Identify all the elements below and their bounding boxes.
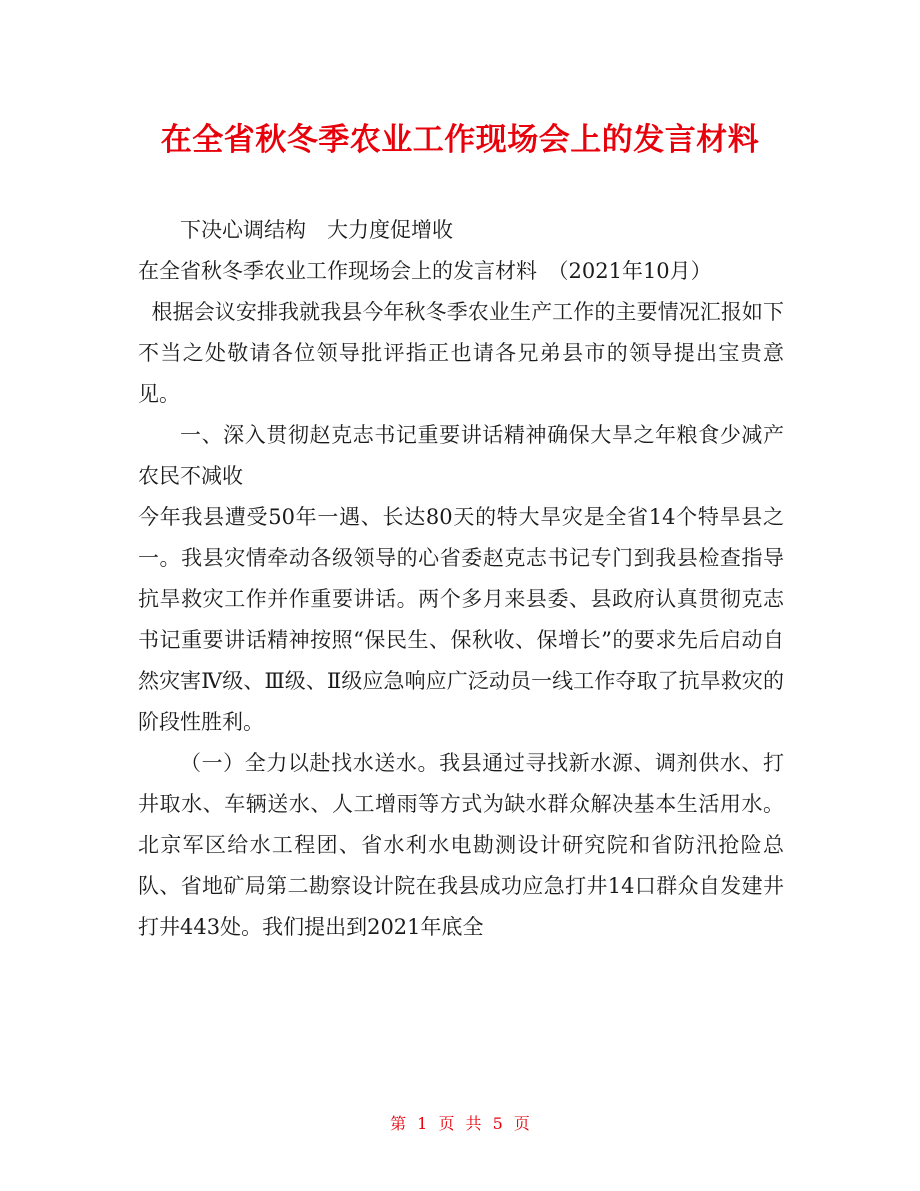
- section-item-paragraph: （一）全力以赴找水送水。我县通过寻找新水源、调剂供水、打井取水、车辆送水、人工增雨等方式为缺水群众解决基本生活用水。北京军区给水工程团、省水利水电勘测设计研究院和省防汛抢险总队、省地矿局第二勘察设计院在我县成功应急打井14口群众自发建井打井443处。我们提出到2021年底全: [138, 751, 784, 939]
- page-footer: 第 1 页 共 5 页: [390, 1114, 530, 1133]
- header-line-paragraph: 在全省秋冬季农业工作现场会上的发言材料 （2021年10月）: [138, 259, 712, 283]
- section-body-paragraph: 今年我县遭受50年一遇、长达80天的特大旱灾是全省14个特旱县之一。我县灾情牵动各级领导的心省委赵克志书记专门到我县检查指导抗旱救灾工作并作重要讲话。两个多月来县委、县政府认真贯彻克志书记重要讲话精神按照“保民生、保秋收、保增长”的要求先后启动自然灾害Ⅳ级、Ⅲ级、Ⅱ级应急响应广泛动员一线工作夺取了抗旱救灾的阶段性胜利。: [138, 505, 784, 734]
- intro-paragraph: 根据会议安排我就我县今年秋冬季农业生产工作的主要情况汇报如下不当之处敬请各位领导批评指正也请各兄弟县市的领导提出宝贵意见。: [138, 300, 784, 406]
- document-title: 在全省秋冬季农业工作现场会上的发言材料: [160, 122, 760, 158]
- section-heading-paragraph: 一、深入贯彻赵克志书记重要讲话精神确保大旱之年粮食少减产农民不减收: [138, 423, 784, 488]
- document-body: [138, 210, 784, 948]
- subtitle-paragraph: 下决心调结构 大力度促增收: [180, 218, 453, 242]
